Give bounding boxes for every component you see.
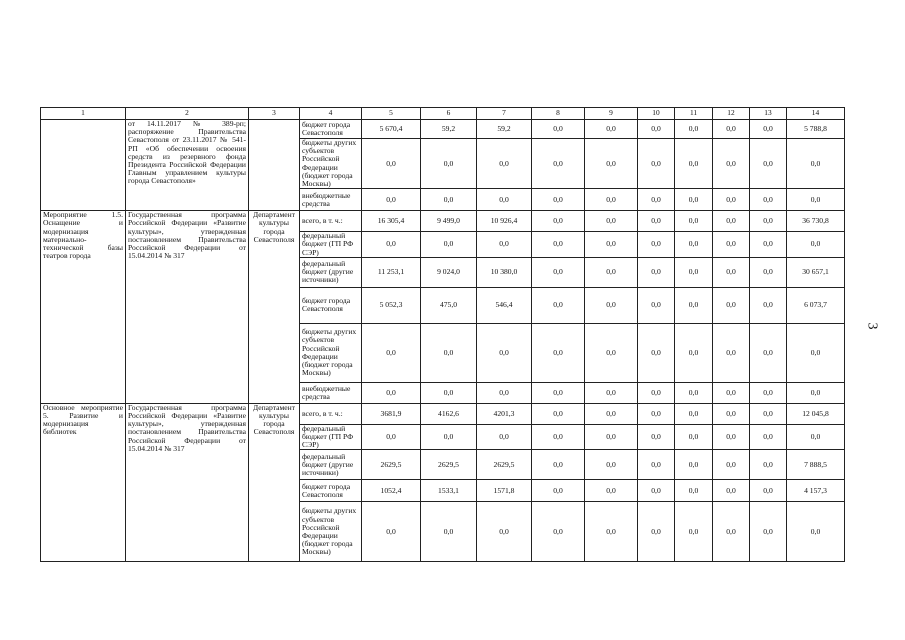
year-value-cell: 0,0 xyxy=(421,502,477,562)
funding-source-cell: федеральный бюджет (другие источники) xyxy=(300,450,362,480)
year-value-cell: 0,0 xyxy=(713,189,750,211)
year-value-cell: 0,0 xyxy=(362,424,421,450)
year-value-cell: 0,0 xyxy=(750,323,787,382)
legal-basis-cell: Государственная программа Российской Федерации «Развитие культуры», утвержденная постановлением Правительства Российской Федерации от 15.04.2014 № 317 xyxy=(126,403,249,562)
year-value-cell: 0,0 xyxy=(675,120,713,139)
year-value-cell: 0,0 xyxy=(585,424,638,450)
column-header: 6 xyxy=(421,108,477,120)
column-header: 1 xyxy=(41,108,126,120)
year-value-cell: 0,0 xyxy=(750,189,787,211)
year-value-cell: 0,0 xyxy=(638,211,675,232)
year-value-cell: 0,0 xyxy=(713,450,750,480)
total-cell: 36 730,8 xyxy=(787,211,845,232)
year-value-cell: 0,0 xyxy=(585,139,638,189)
column-header: 3 xyxy=(249,108,300,120)
year-value-cell: 0,0 xyxy=(750,120,787,139)
year-value-cell: 0,0 xyxy=(750,382,787,403)
year-value-cell: 0,0 xyxy=(532,211,585,232)
year-value-cell: 0,0 xyxy=(750,287,787,323)
year-value-cell: 2629,5 xyxy=(362,450,421,480)
year-value-cell: 0,0 xyxy=(421,189,477,211)
year-value-cell: 0,0 xyxy=(532,120,585,139)
year-value-cell: 4162,6 xyxy=(421,403,477,424)
budget-table xyxy=(40,107,845,562)
year-value-cell: 0,0 xyxy=(638,120,675,139)
column-header: 4 xyxy=(300,108,362,120)
total-cell: 30 657,1 xyxy=(787,257,845,287)
year-value-cell: 0,0 xyxy=(362,323,421,382)
funding-source-cell: федеральный бюджет (другие источники) xyxy=(300,257,362,287)
year-value-cell: 0,0 xyxy=(750,480,787,502)
year-value-cell: 0,0 xyxy=(750,502,787,562)
year-value-cell: 0,0 xyxy=(585,211,638,232)
year-value-cell: 1533,1 xyxy=(421,480,477,502)
year-value-cell: 0,0 xyxy=(532,450,585,480)
year-value-cell: 0,0 xyxy=(675,189,713,211)
total-cell: 6 073,7 xyxy=(787,287,845,323)
year-value-cell: 0,0 xyxy=(585,287,638,323)
year-value-cell: 0,0 xyxy=(477,232,532,258)
year-value-cell: 0,0 xyxy=(532,480,585,502)
year-value-cell: 0,0 xyxy=(713,403,750,424)
executor-cell: Департамент культуры города Севастополя xyxy=(249,211,300,404)
year-value-cell: 9 499,0 xyxy=(421,211,477,232)
year-value-cell: 0,0 xyxy=(675,450,713,480)
column-number-row xyxy=(41,108,845,120)
year-value-cell: 0,0 xyxy=(750,257,787,287)
total-cell: 12 045,8 xyxy=(787,403,845,424)
column-header: 8 xyxy=(532,108,585,120)
year-value-cell: 0,0 xyxy=(421,323,477,382)
column-header: 14 xyxy=(787,108,845,120)
year-value-cell: 0,0 xyxy=(585,450,638,480)
year-value-cell: 10 926,4 xyxy=(477,211,532,232)
year-value-cell: 0,0 xyxy=(675,502,713,562)
year-value-cell: 0,0 xyxy=(713,424,750,450)
table-row xyxy=(41,403,845,424)
year-value-cell: 0,0 xyxy=(477,502,532,562)
executor-cell: Департамент культуры города Севастополя xyxy=(249,403,300,562)
year-value-cell: 475,0 xyxy=(421,287,477,323)
year-value-cell: 0,0 xyxy=(713,323,750,382)
year-value-cell: 0,0 xyxy=(585,189,638,211)
year-value-cell: 0,0 xyxy=(713,257,750,287)
year-value-cell: 4201,3 xyxy=(477,403,532,424)
funding-source-cell: всего, в т. ч.: xyxy=(300,403,362,424)
year-value-cell: 0,0 xyxy=(477,323,532,382)
funding-source-cell: внебюджетные средства xyxy=(300,189,362,211)
year-value-cell: 0,0 xyxy=(675,139,713,189)
funding-source-cell: федеральный бюджет (ГП РФ СЭР) xyxy=(300,424,362,450)
total-cell: 0,0 xyxy=(787,139,845,189)
table-row xyxy=(41,120,845,139)
year-value-cell: 10 380,0 xyxy=(477,257,532,287)
funding-source-cell: бюджеты других субъектов Российской Федерации (бюджет города Москвы) xyxy=(300,502,362,562)
year-value-cell: 0,0 xyxy=(532,232,585,258)
year-value-cell: 0,0 xyxy=(477,139,532,189)
total-cell: 0,0 xyxy=(787,424,845,450)
column-header: 12 xyxy=(713,108,750,120)
funding-source-cell: бюджет города Севастополя xyxy=(300,120,362,139)
legal-basis-cell: Государственная программа Российской Федерации «Развитие культуры», утвержденная постановлением Правительства Российской Федерации от 15.04.2014 № 317 xyxy=(126,211,249,404)
year-value-cell: 0,0 xyxy=(638,189,675,211)
year-value-cell: 1571,8 xyxy=(477,480,532,502)
column-header: 10 xyxy=(638,108,675,120)
year-value-cell: 0,0 xyxy=(638,323,675,382)
year-value-cell: 0,0 xyxy=(532,287,585,323)
year-value-cell: 59,2 xyxy=(421,120,477,139)
column-header: 5 xyxy=(362,108,421,120)
year-value-cell: 0,0 xyxy=(638,450,675,480)
year-value-cell: 0,0 xyxy=(713,502,750,562)
year-value-cell: 0,0 xyxy=(532,502,585,562)
year-value-cell: 0,0 xyxy=(585,257,638,287)
measure-name-cell: Основное мероприятие 5. Развитие и модернизация библиотек xyxy=(41,403,126,562)
year-value-cell: 0,0 xyxy=(638,287,675,323)
total-cell: 0,0 xyxy=(787,189,845,211)
executor-cell xyxy=(249,120,300,211)
page-number: 3 xyxy=(864,322,880,330)
total-cell: 5 788,8 xyxy=(787,120,845,139)
funding-source-cell: федеральный бюджет (ГП РФ СЭР) xyxy=(300,232,362,258)
year-value-cell: 0,0 xyxy=(638,232,675,258)
year-value-cell: 0,0 xyxy=(477,424,532,450)
year-value-cell: 2629,5 xyxy=(421,450,477,480)
funding-source-cell: бюджеты других субъектов Российской Федерации (бюджет города Москвы) xyxy=(300,139,362,189)
funding-source-cell: бюджет города Севастополя xyxy=(300,480,362,502)
total-cell: 0,0 xyxy=(787,382,845,403)
year-value-cell: 0,0 xyxy=(532,403,585,424)
year-value-cell: 0,0 xyxy=(675,382,713,403)
year-value-cell: 0,0 xyxy=(585,323,638,382)
year-value-cell: 0,0 xyxy=(532,189,585,211)
year-value-cell: 16 305,4 xyxy=(362,211,421,232)
year-value-cell: 0,0 xyxy=(421,424,477,450)
year-value-cell: 0,0 xyxy=(713,139,750,189)
column-header: 7 xyxy=(477,108,532,120)
measure-name-cell xyxy=(41,120,126,211)
year-value-cell: 0,0 xyxy=(638,257,675,287)
legal-basis-cell: от 14.11.2017 № 389-рп; распоряжение Правительства Севастополя от 23.11.2017 № 541-РП «Об обеспечении освоения средств из резервного фонда Президента Российской Федерации Главным управлением культуры города Севастополя» xyxy=(126,120,249,211)
year-value-cell: 0,0 xyxy=(532,139,585,189)
year-value-cell: 1052,4 xyxy=(362,480,421,502)
funding-source-cell: бюджет города Севастополя xyxy=(300,287,362,323)
year-value-cell: 9 024,0 xyxy=(421,257,477,287)
year-value-cell: 0,0 xyxy=(585,480,638,502)
total-cell: 0,0 xyxy=(787,232,845,258)
year-value-cell: 0,0 xyxy=(362,189,421,211)
year-value-cell: 0,0 xyxy=(750,211,787,232)
table-row xyxy=(41,211,845,232)
year-value-cell: 0,0 xyxy=(362,382,421,403)
year-value-cell: 546,4 xyxy=(477,287,532,323)
year-value-cell: 0,0 xyxy=(638,403,675,424)
year-value-cell: 0,0 xyxy=(585,403,638,424)
total-cell: 0,0 xyxy=(787,502,845,562)
year-value-cell: 5 052,3 xyxy=(362,287,421,323)
year-value-cell: 11 253,1 xyxy=(362,257,421,287)
funding-source-cell: всего, в т. ч.: xyxy=(300,211,362,232)
year-value-cell: 0,0 xyxy=(713,480,750,502)
year-value-cell: 59,2 xyxy=(477,120,532,139)
measure-name-cell: Мероприятие 1.5. Оснащение и модернизация материально-технической базы театров города xyxy=(41,211,126,404)
year-value-cell: 0,0 xyxy=(638,382,675,403)
year-value-cell: 0,0 xyxy=(750,139,787,189)
year-value-cell: 0,0 xyxy=(675,287,713,323)
year-value-cell: 0,0 xyxy=(675,480,713,502)
funding-source-cell: бюджеты других субъектов Российской Федерации (бюджет города Москвы) xyxy=(300,323,362,382)
year-value-cell: 0,0 xyxy=(585,120,638,139)
year-value-cell: 0,0 xyxy=(675,232,713,258)
year-value-cell: 0,0 xyxy=(362,139,421,189)
year-value-cell: 0,0 xyxy=(477,382,532,403)
year-value-cell: 0,0 xyxy=(675,211,713,232)
year-value-cell: 0,0 xyxy=(585,502,638,562)
year-value-cell: 0,0 xyxy=(477,189,532,211)
year-value-cell: 0,0 xyxy=(362,232,421,258)
year-value-cell: 0,0 xyxy=(421,139,477,189)
year-value-cell: 0,0 xyxy=(675,257,713,287)
year-value-cell: 0,0 xyxy=(421,232,477,258)
year-value-cell: 0,0 xyxy=(750,403,787,424)
column-header: 2 xyxy=(126,108,249,120)
funding-source-cell: внебюджетные средства xyxy=(300,382,362,403)
year-value-cell: 0,0 xyxy=(675,323,713,382)
year-value-cell: 0,0 xyxy=(585,232,638,258)
year-value-cell: 0,0 xyxy=(675,424,713,450)
year-value-cell: 0,0 xyxy=(675,403,713,424)
year-value-cell: 0,0 xyxy=(713,232,750,258)
column-header: 9 xyxy=(585,108,638,120)
column-header: 13 xyxy=(750,108,787,120)
year-value-cell: 0,0 xyxy=(585,382,638,403)
year-value-cell: 0,0 xyxy=(532,382,585,403)
year-value-cell: 0,0 xyxy=(638,502,675,562)
year-value-cell: 5 670,4 xyxy=(362,120,421,139)
year-value-cell: 0,0 xyxy=(750,424,787,450)
column-header: 11 xyxy=(675,108,713,120)
year-value-cell: 2629,5 xyxy=(477,450,532,480)
total-cell: 0,0 xyxy=(787,323,845,382)
year-value-cell: 0,0 xyxy=(532,424,585,450)
total-cell: 7 888,5 xyxy=(787,450,845,480)
year-value-cell: 0,0 xyxy=(638,139,675,189)
year-value-cell: 0,0 xyxy=(362,502,421,562)
year-value-cell: 0,0 xyxy=(421,382,477,403)
year-value-cell: 0,0 xyxy=(532,257,585,287)
year-value-cell: 0,0 xyxy=(638,480,675,502)
year-value-cell: 0,0 xyxy=(713,120,750,139)
year-value-cell: 0,0 xyxy=(713,287,750,323)
year-value-cell: 0,0 xyxy=(638,424,675,450)
year-value-cell: 0,0 xyxy=(750,232,787,258)
year-value-cell: 0,0 xyxy=(713,211,750,232)
year-value-cell: 0,0 xyxy=(713,382,750,403)
year-value-cell: 3681,9 xyxy=(362,403,421,424)
total-cell: 4 157,3 xyxy=(787,480,845,502)
year-value-cell: 0,0 xyxy=(750,450,787,480)
year-value-cell: 0,0 xyxy=(532,323,585,382)
